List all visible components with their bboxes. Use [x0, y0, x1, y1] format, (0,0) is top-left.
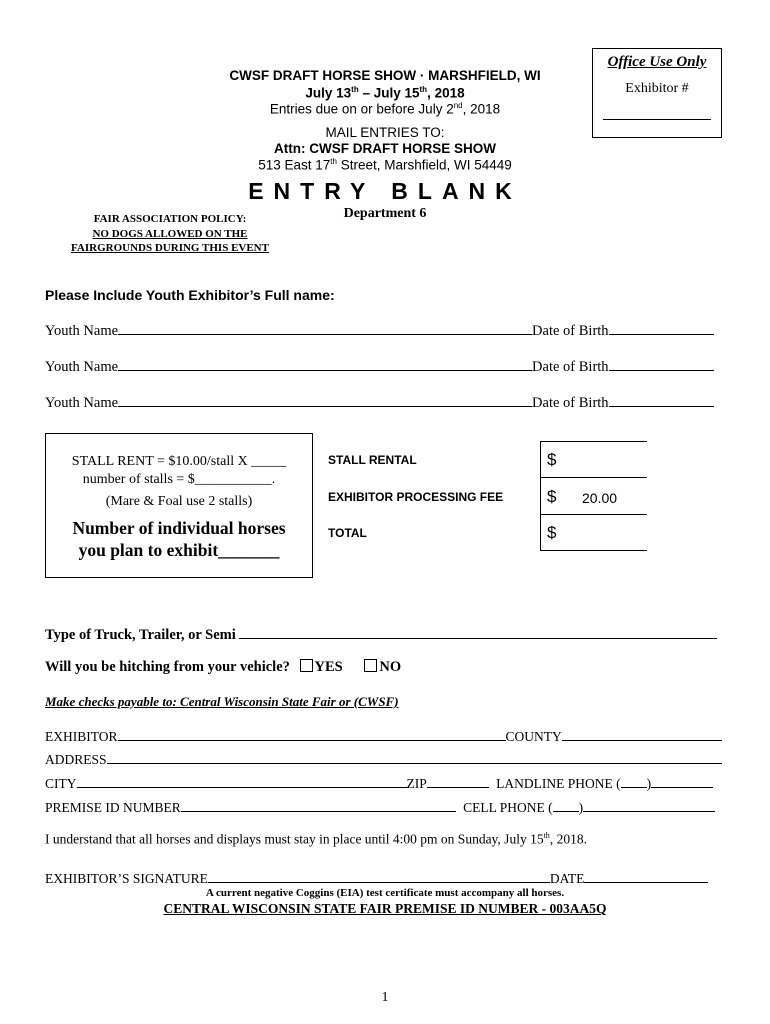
youth-name-field[interactable]	[118, 394, 532, 407]
signature-row	[45, 870, 708, 887]
amount-divider	[540, 441, 541, 550]
signature-field[interactable]	[208, 870, 550, 883]
youth-name-field[interactable]	[118, 358, 532, 371]
no-checkbox[interactable]	[364, 659, 377, 672]
amount-rule	[540, 514, 647, 515]
policy-heading: FAIR ASSOCIATION POLICY:	[93, 213, 247, 225]
mail-attn: Attn: CWSF DRAFT HORSE SHOW	[274, 141, 496, 156]
youth-name-label: Youth Name	[45, 323, 119, 339]
cell-field[interactable]	[583, 799, 715, 812]
address-label: ADDRESS	[45, 752, 107, 767]
city-label: CITY	[45, 776, 77, 791]
signature-label: EXHIBITOR’S SIGNATURE	[45, 871, 208, 886]
address-field[interactable]	[107, 751, 722, 764]
horses-line-1: Number of individual horses	[72, 518, 286, 538]
processing-fee-label: EXHIBITOR PROCESSING FEE	[328, 490, 504, 504]
stall-box	[45, 433, 313, 578]
truck-field[interactable]	[239, 626, 717, 639]
department: Department 6	[343, 206, 427, 221]
amount-rule	[540, 550, 647, 551]
exhibitor-field[interactable]	[118, 728, 506, 741]
hitching-row	[45, 659, 401, 676]
office-use-title: Office Use Only	[607, 54, 707, 70]
show-dates: July 13th – July 15th, 2018	[305, 85, 465, 101]
zip-label: ZIP	[406, 776, 427, 791]
processing-fee-value: 20.00	[582, 490, 618, 506]
mail-address: 513 East 17th Street, Marshfield, WI 54449	[258, 157, 512, 173]
hitching-question: Will you be hitching from your vehicle?	[45, 659, 290, 675]
stall-rental-amount[interactable]: $	[547, 450, 557, 469]
landline-close: )	[646, 776, 652, 791]
form-title: ENTRY BLANK	[248, 178, 522, 204]
truck-row	[45, 626, 717, 644]
dob-field[interactable]	[609, 322, 714, 335]
dob-label: Date of Birth	[532, 395, 609, 411]
page-number: 1	[381, 990, 389, 1005]
cell-label: CELL PHONE (	[463, 800, 553, 815]
stall-rental-label: STALL RENTAL	[328, 453, 417, 467]
exhibitor-label: EXHIBITOR	[45, 729, 118, 744]
county-label: COUNTY	[505, 729, 562, 744]
agreement-text: I understand that all horses and displays must stay in place until 4:00 pm on Sunday, July 15th, 2018.	[45, 831, 587, 847]
yes-checkbox[interactable]	[300, 659, 313, 672]
show-title: CWSF DRAFT HORSE SHOW · MARSHFIELD, WI	[229, 68, 541, 83]
office-use-box	[592, 48, 722, 138]
amount-rule	[540, 477, 647, 478]
youth-name-label: Youth Name	[45, 359, 119, 375]
total-label: TOTAL	[328, 526, 367, 540]
payable-note: Make checks payable to: Central Wisconsin State Fair or (CWSF)	[45, 694, 399, 709]
yes-option[interactable]: YES	[300, 659, 343, 675]
exhibitor-row	[45, 728, 722, 745]
cell-close: )	[578, 800, 584, 815]
youth-row	[45, 358, 714, 376]
horses-line-2[interactable]: you plan to exhibit_______	[78, 540, 280, 560]
coggins-note: A current negative Coggins (EIA) test certificate must accompany all horses.	[205, 887, 565, 899]
entries-due: Entries due on or before July 2nd, 2018	[269, 101, 501, 117]
cell-area-field[interactable]	[553, 799, 579, 812]
landline-area-field[interactable]	[621, 775, 647, 788]
address-row	[45, 751, 722, 768]
total-amount[interactable]: $	[547, 523, 557, 542]
date-field[interactable]	[584, 870, 708, 883]
premise-label: PREMISE ID NUMBER	[45, 800, 181, 815]
stall-rent-line[interactable]: STALL RENT = $10.00/stall X _____	[71, 454, 287, 469]
office-exhibitor-label: Exhibitor #	[625, 81, 689, 96]
date-label: DATE	[549, 871, 585, 886]
processing-fee-currency: $	[547, 487, 557, 506]
youth-row	[45, 394, 714, 412]
landline-label: LANDLINE PHONE (	[496, 776, 621, 791]
city-row	[45, 775, 713, 792]
city-field[interactable]	[77, 775, 407, 788]
office-exhibitor-field[interactable]	[603, 119, 711, 120]
county-field[interactable]	[562, 728, 722, 741]
truck-label: Type of Truck, Trailer, or Semi	[45, 627, 236, 643]
youth-heading: Please Include Youth Exhibitor’s Full name:	[45, 287, 335, 303]
stall-count-line[interactable]: number of stalls = $___________.	[82, 472, 276, 487]
dob-label: Date of Birth	[532, 323, 609, 339]
policy-line-1: NO DOGS ALLOWED ON THE	[92, 228, 248, 240]
mare-foal-note: (Mare & Foal use 2 stalls)	[105, 494, 253, 509]
amount-rule	[540, 441, 647, 442]
landline-field[interactable]	[651, 775, 713, 788]
policy-line-2: FAIRGROUNDS DURING THIS EVENT	[71, 242, 269, 254]
premise-field[interactable]	[181, 799, 456, 812]
mail-entries-heading: MAIL ENTRIES TO:	[325, 125, 445, 140]
youth-name-field[interactable]	[118, 322, 532, 335]
youth-name-label: Youth Name	[45, 395, 119, 411]
dob-label: Date of Birth	[532, 359, 609, 375]
dob-field[interactable]	[609, 394, 714, 407]
dob-field[interactable]	[609, 358, 714, 371]
youth-row	[45, 322, 714, 340]
premise-id-note: CENTRAL WISCONSIN STATE FAIR PREMISE ID NUMBER - 003AA5Q	[163, 901, 607, 916]
zip-field[interactable]	[427, 775, 489, 788]
premise-row	[45, 799, 715, 816]
no-option[interactable]: NO	[364, 659, 401, 675]
